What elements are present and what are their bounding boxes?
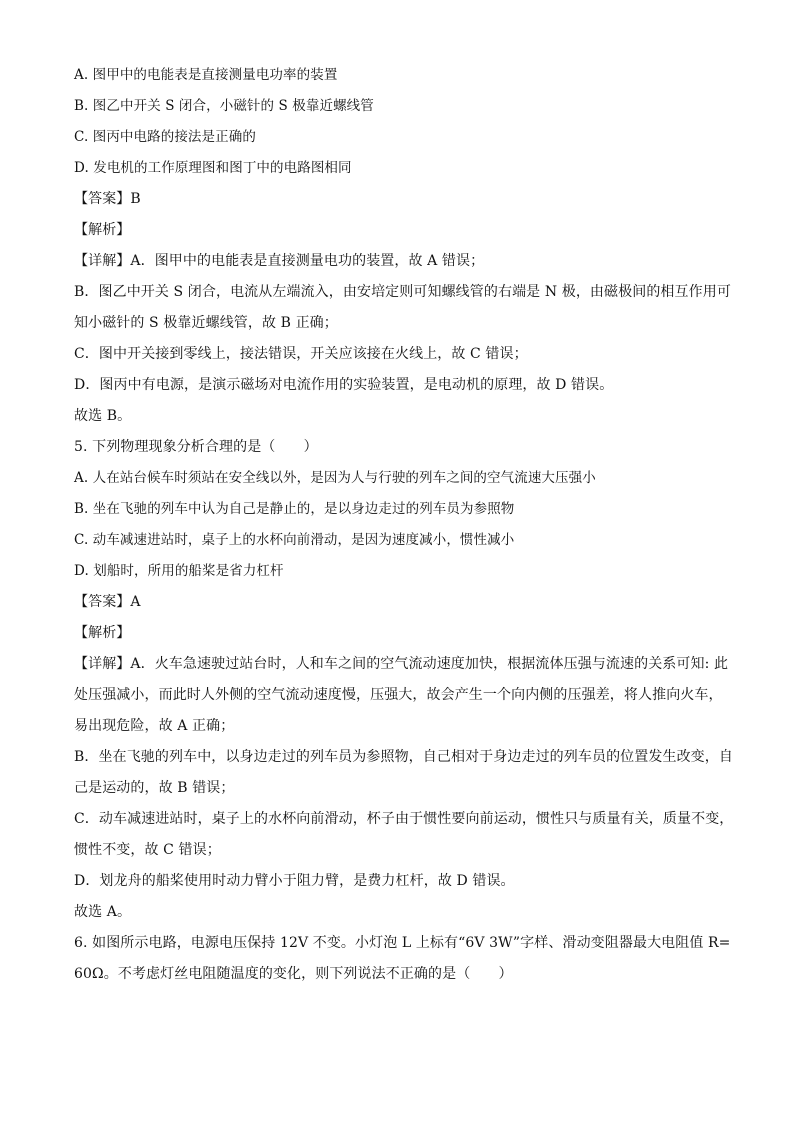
question-4-options: [74, 60, 734, 184]
detail-line: 故选 B。: [74, 408, 132, 424]
detail-line: 故选 A。: [74, 904, 132, 920]
detail-line: 处压强减小，而此时人外侧的空气流动速度慢，压强大，故会产生一个向内侧的压强差，将人推向火车，: [74, 687, 723, 703]
question-5-options: [74, 463, 734, 587]
detail-line: C．图中开关接到零线上，接法错误，开关应该接在火线上，故 C 错误；: [74, 346, 528, 362]
analysis-label: 【解析】: [74, 222, 131, 238]
detail-line: 惯性不变，故 C 错误；: [74, 842, 221, 858]
detail-line: 【详解】A．图甲中的电能表是直接测量电功的装置，故 A 错误；: [74, 253, 485, 269]
option-d: D. 划船时，所用的船桨是省力杠杆: [74, 563, 284, 579]
analysis-label: 【解析】: [74, 625, 131, 641]
stem-line: 60Ω。不考虑灯丝电阻随温度的变化，则下列说法不正确的是（ ）: [74, 966, 513, 982]
option-d: D. 发电机的工作原理图和图丁中的电路图相同: [74, 160, 352, 176]
question-6-stem: [74, 928, 734, 990]
question-5-stem: 5. 下列物理现象分析合理的是（ ）: [74, 439, 318, 455]
option-b: B. 坐在飞驰的列车中认为自己是静止的，是以身边走过的列车员为参照物: [74, 501, 515, 517]
option-b: B. 图乙中开关 S 闭合，小磁针的 S 极靠近螺线管: [74, 98, 374, 114]
question-5-detail: [74, 649, 734, 928]
stem-line: 6. 如图所示电路，电源电压保持 12V 不变。小灯泡 L 上标有“6V 3W”字样、滑动变阻器最大电阻值 R=: [74, 935, 731, 951]
detail-line: 易出现危险，故 A 正确；: [74, 718, 235, 734]
detail-line: C．动车减速进站时，桌子上的水杯向前滑动，杯子由于惯性要向前运动，惯性只与质量有关，质量不变，: [74, 811, 734, 827]
detail-line: D．图丙中有电源，是演示磁场对电流作用的实验装置，是电动机的原理，故 D 错误。: [74, 377, 614, 393]
detail-line: B．图乙中开关 S 闭合，电流从左端流入，由安培定则可知螺线管的右端是 N 极，由磁极间的相互作用可: [74, 284, 731, 300]
option-a: A. 图甲中的电能表是直接测量电功率的装置: [74, 67, 338, 83]
detail-line: 己是运动的，故 B 错误；: [74, 780, 235, 796]
detail-line: B．坐在飞驰的列车中，以身边走过的列车员为参照物，自己相对于身边走过的列车员的位置发生改变，自: [74, 749, 733, 765]
option-c: C. 动车减速进站时，桌子上的水杯向前滑动，是因为速度减小，惯性减小: [74, 532, 515, 548]
detail-line: 知小磁针的 S 极靠近螺线管，故 B 正确；: [74, 315, 338, 331]
answer-label: 【答案】A: [74, 594, 141, 610]
option-a: A. 人在站台候车时须站在安全线以外，是因为人与行驶的列车之间的空气流速大压强小: [74, 470, 596, 486]
answer-label: 【答案】B: [74, 191, 141, 207]
option-c: C. 图丙中电路的接法是正确的: [74, 129, 256, 145]
detail-line: D．划龙舟的船桨使用时动力臂小于阻力臂，是费力杠杆，故 D 错误。: [74, 873, 515, 889]
question-4-detail: [74, 246, 734, 432]
document-page: [74, 60, 734, 990]
detail-line: 【详解】A．火车急速驶过站台时，人和车之间的空气流动速度加快，根据流体压强与流速的关系可知: 此: [74, 656, 729, 672]
